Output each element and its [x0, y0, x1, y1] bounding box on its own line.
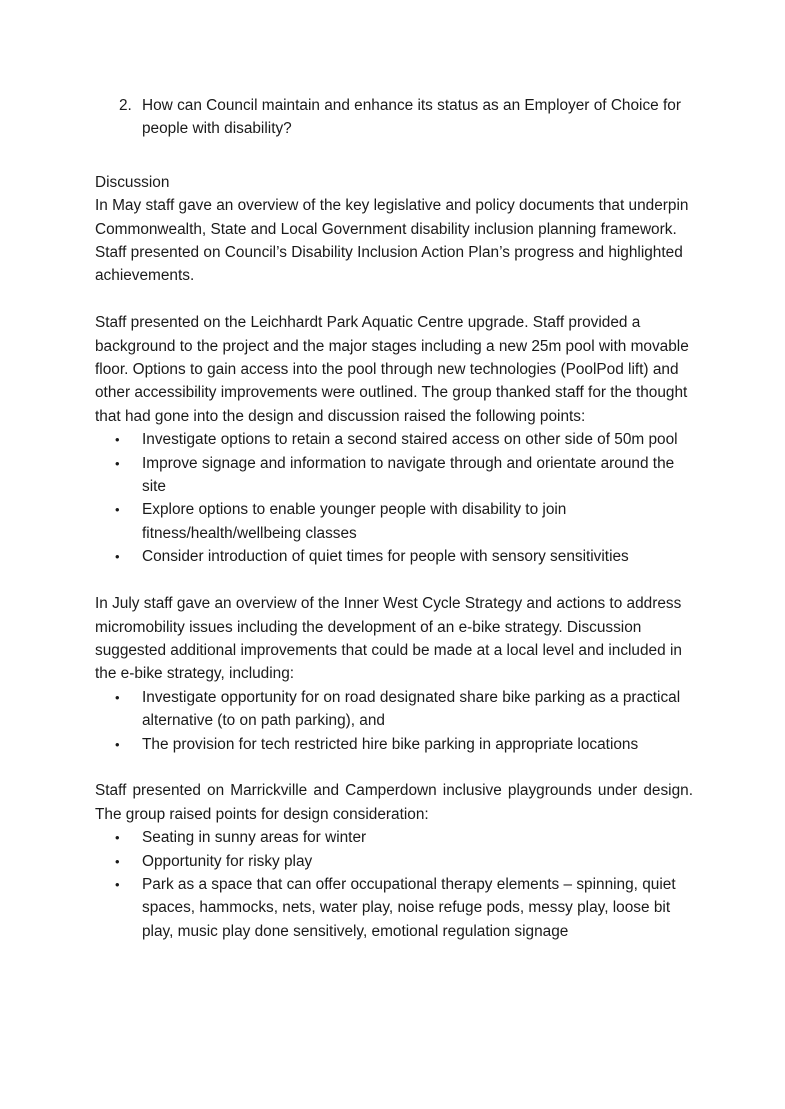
bullet-icon: •: [115, 432, 120, 448]
question-text: How can Council maintain and enhance its status as an Employer of Choice for people with disability?: [142, 97, 681, 138]
list-item: • Investigate opportunity for on road designated share bike parking as a practical alternative (to on path parking), and: [95, 686, 693, 733]
paragraph-cycle-strategy: In July staff gave an overview of the Inner West Cycle Strategy and actions to address micromobility issues including the development of an e-bike strategy. Discussion suggested additional improvements that could be made at a local level and included in the e-bike strategy, including:: [95, 595, 682, 683]
section-heading: Discussion: [95, 173, 170, 191]
list-item: • Investigate options to retain a second staired access on other side of 50m pool: [95, 428, 693, 451]
paragraph-playgrounds: Staff presented on Marrickville and Camperdown inclusive playgrounds under design. The group raised points for design consideration:: [95, 782, 693, 823]
bullet-icon: •: [115, 830, 120, 846]
list-item: • Consider introduction of quiet times for people with sensory sensitivities: [95, 545, 693, 568]
list-item: • Seating in sunny areas for winter: [95, 826, 693, 849]
list-item: • The provision for tech restricted hire bike parking in appropriate locations: [95, 733, 693, 756]
document-content: [95, 94, 693, 943]
playground-points-list: [95, 826, 693, 943]
bullet-icon: •: [115, 736, 120, 752]
list-item: • Improve signage and information to navigate through and orientate around the site: [95, 452, 693, 499]
bullet-icon: •: [115, 549, 120, 565]
cycle-strategy-points-list: [95, 686, 693, 756]
list-item: • Explore options to enable younger people with disability to join fitness/health/wellbeing classes: [95, 498, 693, 545]
bullet-icon: •: [115, 455, 120, 471]
bullet-icon: •: [115, 853, 120, 869]
bullet-icon: •: [115, 876, 120, 892]
aquatic-centre-points-list: [95, 428, 693, 568]
question-number: 2.: [119, 97, 132, 114]
paragraph-aquatic-centre: Staff presented on the Leichhardt Park Aquatic Centre upgrade. Staff provided a background to the project and the major stages including a new 25m pool with movable floor. Options to gain access into the pool through new technologies (PoolPod lift) and other accessibility improvements were outlined. The group thanked staff for the thought that had gone into the design and discussion raised the following points:: [95, 314, 689, 425]
list-item: • Park as a space that can offer occupational therapy elements – spinning, quiet spaces, hammocks, nets, water play, noise refuge pods, messy play, loose bit play, music play done sensitively, emotional regulation signage: [95, 873, 693, 943]
list-item: • Opportunity for risky play: [95, 850, 693, 873]
numbered-question: [95, 94, 693, 141]
paragraph-may-overview: In May staff gave an overview of the key legislative and policy documents that underpin Commonwealth, State and Local Government disability inclusion planning framework. Staff presented on Council’s Disability Inclusion Action Plan’s progress and highlighted achievements.: [95, 197, 689, 285]
bullet-icon: •: [115, 689, 120, 705]
bullet-icon: •: [115, 502, 120, 518]
